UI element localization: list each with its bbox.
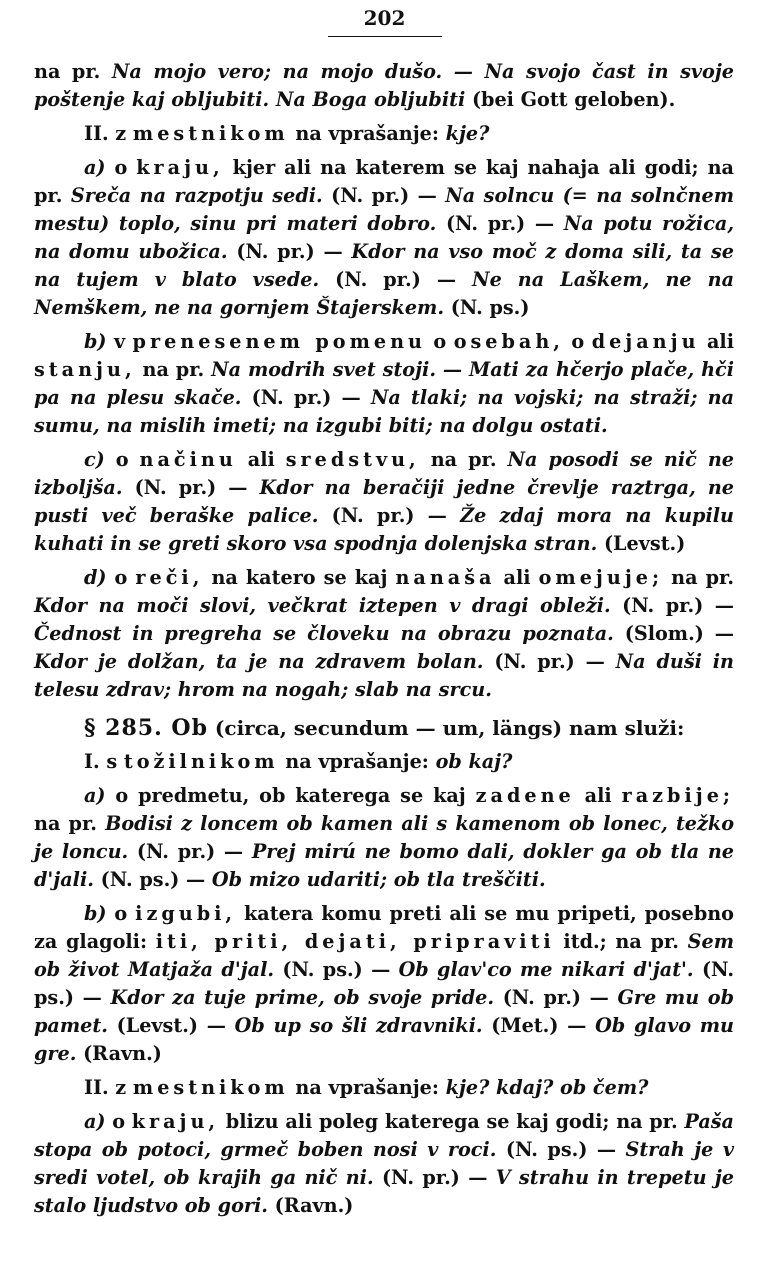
spaced-term: sredstvu, — [285, 448, 420, 471]
spaced-term: prenesenem pomenu — [132, 330, 426, 353]
example-text: Kdor je dolžan, ta je na zdravem bolan. — [34, 650, 484, 673]
example-text: V strahu in trepetu je stalo ljudstvo ob gori. — [34, 1166, 734, 1217]
paragraph-b-preneseni — [34, 328, 734, 440]
paragraph-c-nacinu — [34, 446, 734, 558]
text: o — [105, 156, 137, 179]
example-text: Ob mizo udariti; ob tla treščiti. — [211, 868, 546, 891]
text: ali — [699, 330, 734, 353]
example-text: Na tlaki; na vojski; na straži; na sumu, na mislih imeti; na izgubi biti; na dolgu ostati. — [34, 386, 734, 437]
source: (N. ps.) — — [34, 958, 735, 1009]
example-text: Kdor na beračiji jedne črevlje raztrga, ne pusti več beraške palice. — [34, 476, 734, 527]
source: (Levst.) — — [107, 1014, 235, 1037]
spaced-term: kraju, — [131, 1110, 220, 1133]
text: II. z — [84, 1076, 133, 1099]
text: itd.; na pr. — [554, 930, 688, 953]
text: na pr. — [34, 812, 106, 835]
source: (N. pr.) — — [373, 1166, 496, 1189]
text: v — [106, 330, 133, 353]
question-text: ob kaj? — [435, 750, 513, 773]
source: (N. pr.) — — [610, 594, 734, 617]
text: II. z — [84, 122, 133, 145]
source: (Levst.) — [597, 532, 686, 555]
paragraph-d-reci — [34, 564, 734, 704]
spaced-term: stanju, — [34, 358, 136, 381]
text: kjer ali na katerem se kaj nahaja ali godi; na pr. — [34, 156, 734, 207]
source: (N. pr.) — — [318, 504, 461, 527]
text: I. s — [84, 750, 124, 773]
source: (N. pr.) — — [494, 986, 618, 1009]
source: (N. pr.) — — [436, 212, 564, 235]
item-marker: b) — [84, 330, 107, 353]
example-text: Paša stopa ob potoci, grmeč boben nosi v roci. — [34, 1110, 734, 1161]
spaced-term: osebah, — [453, 330, 564, 353]
text: o predmetu, ob katerega se kaj — [105, 784, 476, 807]
example-text: Ob up so šli zdravniki. — [234, 1014, 483, 1037]
text: o — [425, 330, 454, 353]
example-text: Sreča na razpotju sedi. — [70, 184, 323, 207]
item-marker: c) — [84, 448, 105, 471]
text: (bei Gott geloben). — [465, 88, 676, 111]
item-marker: a) — [84, 156, 106, 179]
subsection-heading-locative-2 — [34, 1074, 734, 1102]
text: na pr. — [135, 358, 212, 381]
paragraph-continuation — [34, 58, 734, 114]
example-text: Sem ob život Matjaža d'jal. — [34, 930, 734, 981]
spaced-term: kraju, — [136, 156, 224, 179]
text: katera komu preti ali se mu pripeti, posebno za glagoli: — [34, 902, 734, 953]
spaced-term: načinu — [139, 448, 237, 471]
paragraph-a-kraju — [34, 154, 734, 322]
source: (Slom.) — — [613, 622, 734, 645]
text: ali — [574, 784, 622, 807]
example-text: Kdor za tuje prime, ob svoje pride. — [110, 986, 495, 1009]
spaced-term: omejuje; — [538, 566, 664, 589]
section-number: § 285. — [84, 715, 163, 741]
text: o — [563, 330, 592, 353]
paragraph-a-predmetu — [34, 782, 734, 894]
example-text: Na mojo vero; na mojo dušo. — Na svojo čast in svoje poštenje kaj obljubiti. Na Boga obljubiti — [34, 60, 734, 111]
source: (N. ps.) — [444, 296, 530, 319]
paragraph-a-kraju-ob — [34, 1108, 734, 1220]
item-marker: a) — [84, 1110, 106, 1133]
spaced-term: reči, — [135, 566, 204, 589]
example-text: Strah je v sredi votel, ob krajih ga nič ni. — [34, 1138, 734, 1189]
subsection-heading-accusative — [34, 748, 734, 776]
spaced-term: mestnikom — [132, 122, 289, 145]
example-text: Čednost in pregreha se človeku na obrazu poznata. — [34, 622, 614, 645]
example-text: Ob glavo mu gre. — [34, 1014, 735, 1065]
text: o — [104, 448, 140, 471]
example-text: Kdor na moči slovi, večkrat iztepen v dragi obleži. — [34, 594, 611, 617]
example-text: Kdor na vso moč z doma sili, ta se na tujem v blato vsede. — [34, 240, 735, 291]
example-text: Na duši in telesu zdrav; hrom na nogah; slab na srcu. — [34, 650, 735, 701]
example-text: Že zdaj mora na kupilu kuhati in se greti skoro vsa spodnja dolenjska stran. — [34, 504, 735, 555]
section-keyword: Ob — [162, 715, 208, 741]
paragraph-b-izgubi — [34, 900, 734, 1068]
text: na pr. — [419, 448, 508, 471]
text: na pr. — [34, 60, 112, 83]
spaced-term: tožilnikom — [123, 750, 279, 773]
source: (N. pr.) — — [122, 476, 260, 499]
source: (N. pr.) — — [128, 840, 252, 863]
text: na katero se kaj — [203, 566, 396, 589]
page-body — [34, 58, 734, 1226]
example-text: Ob glav'co me nikari d'jat'. — [398, 958, 694, 981]
spaced-term: zadene — [475, 784, 575, 807]
spaced-term: izgubi, — [135, 902, 237, 925]
source: (N. pr.) — — [227, 240, 352, 263]
item-marker: d) — [84, 566, 107, 589]
source: (Ravn.) — [267, 1194, 354, 1217]
source: (N. ps.) — — [93, 868, 212, 891]
example-text: Na modrih svet stoji. — Mati za hčerjo plače, hči pa na plesu skače. — [34, 358, 735, 409]
source: (N. pr.) — — [319, 268, 473, 291]
spaced-term: iti, priti, dejati, pripraviti — [155, 930, 555, 953]
text: o — [105, 1110, 132, 1133]
spaced-term: nanaša — [395, 566, 496, 589]
example-text: Gre mu ob pamet. — [34, 986, 735, 1037]
source: (N. pr.) — — [483, 650, 616, 673]
text: ali — [495, 566, 539, 589]
section-heading-285 — [34, 714, 734, 742]
text: na vprašanje: — [278, 750, 436, 773]
example-text: Na posodi se nič ne izboljša. — [34, 448, 734, 499]
source: (N. ps.) — — [274, 958, 399, 981]
question-text: kje? — [445, 122, 490, 145]
example-text: Bodisi z loncem ob kamen ali s kamenom ob lonec, težko je loncu. — [34, 812, 735, 863]
page-number: 202 — [363, 6, 406, 30]
source: (Ravn.) — [76, 1042, 162, 1065]
text: o — [106, 902, 136, 925]
source: (Met.) — — [482, 1014, 596, 1037]
example-text: Na potu rožica, na domu ubožica. — [34, 212, 734, 263]
question-text: kje? kdaj? ob čem? — [445, 1076, 649, 1099]
source: (N. pr.) — — [241, 386, 371, 409]
spaced-term: mestnikom — [132, 1076, 289, 1099]
spaced-term: dejanju — [591, 330, 700, 353]
example-text: Prej mirú ne bomo dali, dokler ga ob tla ne d'jali. — [34, 840, 735, 891]
item-marker: a) — [84, 784, 106, 807]
example-text: Na solncu (= na solnčnem mestu) toplo, sinu pri materi dobro. — [34, 184, 735, 235]
text: na vprašanje: — [288, 1076, 446, 1099]
text: na pr. — [663, 566, 735, 589]
text: na vprašanje: — [288, 122, 446, 145]
source: (N. ps.) — — [496, 1138, 626, 1161]
example-text: Ne na Laškem, ne na Nemškem, ne na gornjem Štajerskem. — [34, 268, 735, 319]
subsection-heading-locative — [34, 120, 734, 148]
spaced-term: razbije; — [621, 784, 734, 807]
text: o — [106, 566, 136, 589]
header-rule — [328, 36, 442, 37]
item-marker: b) — [84, 902, 107, 925]
text: ali — [236, 448, 286, 471]
source: (N. pr.) — — [322, 184, 446, 207]
text: blizu ali poleg katerega se kaj godi; na pr. — [219, 1110, 685, 1133]
text: (circa, secundum — um, längs) nam služi: — [207, 716, 685, 740]
